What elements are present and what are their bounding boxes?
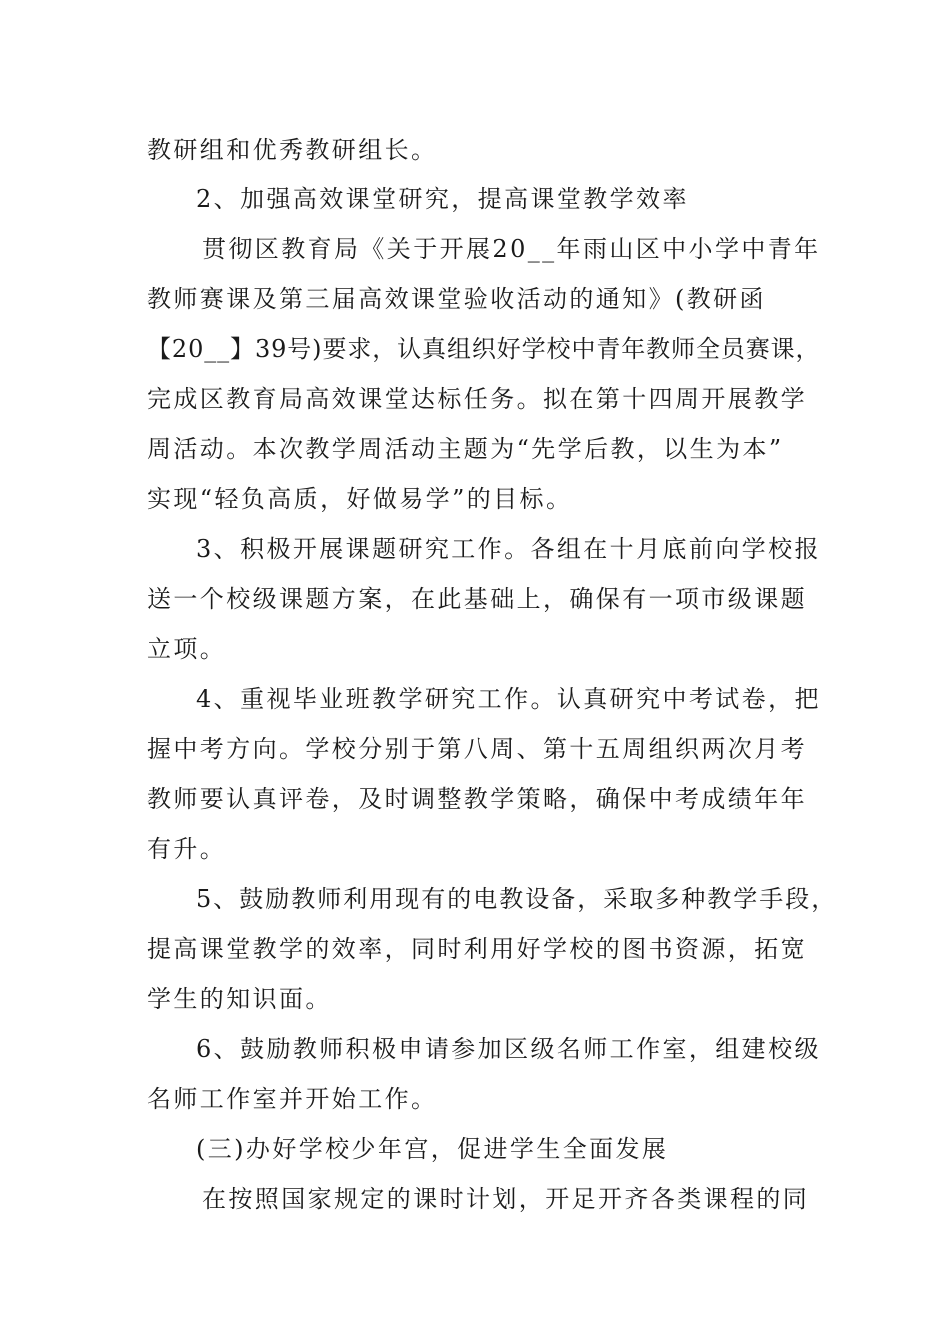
text-line: 完成区教育局高效课堂达标任务。拟在第十四周开展教学: [147, 385, 807, 413]
text-line: 教研组和优秀教研组长。: [147, 136, 438, 164]
section-heading: 2、加强高效课堂研究，提高课堂教学效率: [196, 185, 689, 213]
text-line: 3、积极开展课题研究工作。各组在十月底前向学校报: [196, 535, 821, 563]
text-line: 教师要认真评卷，及时调整教学策略，确保中考成绩年年: [147, 785, 807, 813]
text-line: 送一个校级课题方案，在此基础上，确保有一项市级课题: [147, 585, 807, 613]
text-line: 5、鼓励教师利用现有的电教设备，采取多种教学手段，: [196, 885, 838, 913]
text-line: 学生的知识面。: [147, 985, 332, 1013]
text-line: 周活动。本次教学周活动主题为“先学后教，以生为本”: [147, 435, 784, 463]
text-line: 贯彻区教育局《关于开展20__年雨山区中小学中青年: [202, 235, 821, 263]
text-line: 6、鼓励教师积极申请参加区级名师工作室，组建校级: [196, 1035, 821, 1063]
text-line: 4、重视毕业班教学研究工作。认真研究中考试卷，把: [196, 685, 821, 713]
text-line: 有升。: [147, 835, 227, 863]
section-heading: (三)办好学校少年宫，促进学生全面发展: [196, 1135, 669, 1163]
text-line: 名师工作室并开始工作。: [147, 1085, 438, 1113]
text-line: 【20__】39号)要求，认真组织好学校中青年教师全员赛课，: [147, 335, 821, 363]
text-line: 在按照国家规定的课时计划，开足开齐各类课程的同: [202, 1185, 810, 1213]
text-line: 提高课堂教学的效率，同时利用好学校的图书资源，拓宽: [147, 935, 807, 963]
text-line: 实现“轻负高质，好做易学”的目标。: [147, 485, 573, 513]
text-line: 握中考方向。学校分别于第八周、第十五周组织两次月考: [147, 735, 807, 763]
text-line: 立项。: [147, 635, 227, 663]
text-line: 教师赛课及第三届高效课堂验收活动的通知》(教研函: [147, 285, 766, 313]
